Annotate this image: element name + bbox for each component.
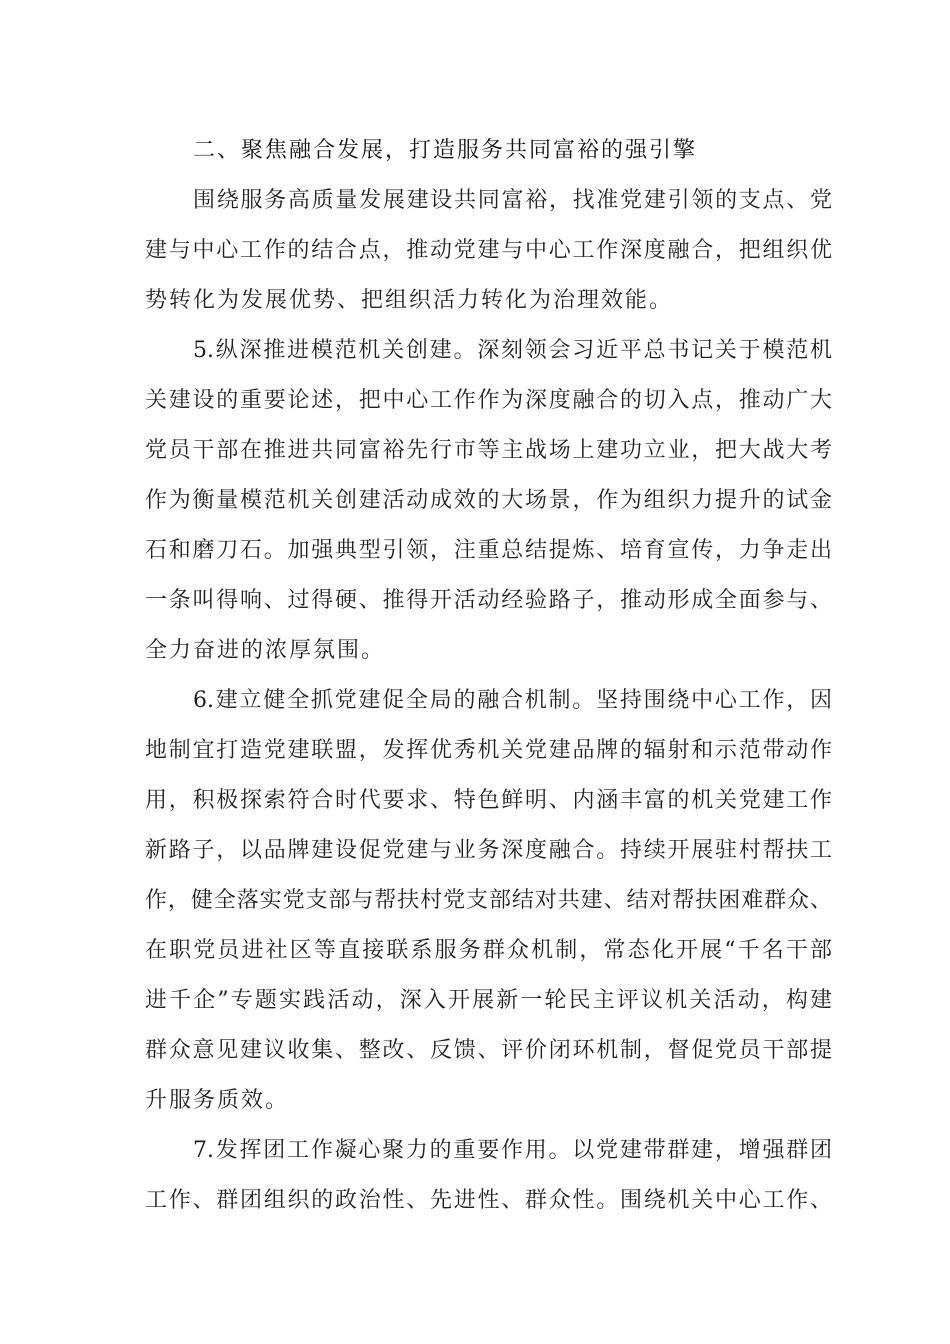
text-line: 地制宜打造党建联盟，发挥优秀机关党建品牌的辐射和示范带动作: [145, 738, 832, 763]
text-line: 在职党员进社区等直接联系服务群众机制，常态化开展“千名干部: [145, 938, 832, 963]
text-line: 升服务质效。: [145, 1088, 290, 1113]
text-line: 全力奋进的浓厚氛围。: [145, 638, 386, 663]
section-heading: 二、聚焦融合发展，打造服务共同富裕的强引擎: [193, 138, 698, 163]
text-line: 用，积极探索符合时代要求、特色鲜明、内涵丰富的机关党建工作: [145, 788, 832, 813]
text-line: 关建设的重要论述，把中心工作作为深度融合的切入点，推动广大: [145, 388, 832, 413]
text-line: 工作、群团组织的政治性、先进性、群众性。围绕机关中心工作、: [145, 1188, 832, 1213]
text-block: [145, 126, 832, 1226]
text-line: 5.纵深推进模范机关创建。深刻领会习近平总书记关于模范机: [193, 338, 832, 363]
text-line: 进千企”专题实践活动，深入开展新一轮民主评议机关活动，构建: [145, 988, 832, 1013]
text-line: 建与中心工作的结合点，推动党建与中心工作深度融合，把组织优: [145, 238, 832, 263]
text-line: 新路子，以品牌建设促党建与业务深度融合。持续开展驻村帮扶工: [145, 838, 832, 863]
text-line: 围绕服务高质量发展建设共同富裕，找准党建引领的支点、党: [193, 188, 832, 213]
text-line: 作为衡量模范机关创建活动成效的大场景，作为组织力提升的试金: [145, 488, 832, 513]
text-line: 群众意见建议收集、整改、反馈、评价闭环机制，督促党员干部提: [145, 1038, 832, 1063]
text-line: 一条叫得响、过得硬、推得开活动经验路子，推动形成全面参与、: [145, 588, 832, 613]
text-line: 作，健全落实党支部与帮扶村党支部结对共建、结对帮扶困难群众、: [145, 888, 832, 913]
text-line: 石和磨刀石。加强典型引领，注重总结提炼、培育宣传，力争走出: [145, 538, 832, 563]
text-line: 势转化为发展优势、把组织活力转化为治理效能。: [145, 288, 674, 313]
text-line: 党员干部在推进共同富裕先行市等主战场上建功立业，把大战大考: [145, 438, 832, 463]
text-line: 7.发挥团工作凝心聚力的重要作用。以党建带群建，增强群团: [193, 1138, 832, 1163]
text-line: 6.建立健全抓党建促全局的融合机制。坚持围绕中心工作，因: [193, 688, 832, 713]
